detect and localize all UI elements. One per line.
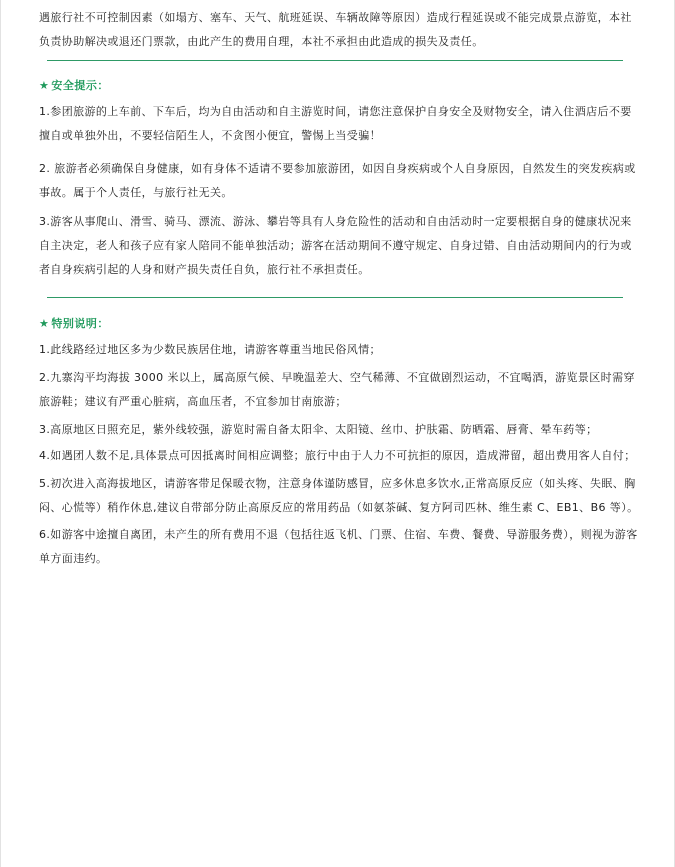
special-text-6: 6.如游客中途擅自离团，未产生的所有费用不退（包括往返飞机、门票、住宿、车费、餐费、导游服务费），则视为游客单方面违约。 [39,528,638,565]
safety-text-1: 1.参团旅游的上车前、下车后，均为自由活动和自主游览时间，请您注意保护自身安全及财物安全，请入住酒店后不要擅自或单独外出，不要轻信陌生人，不贪图小便宜，警惕上当受骗！ [39,105,632,142]
special-text-4: 4.如遇团人数不足,具体景点可因抵离时间相应调整；旅行中由于人力不可抗拒的原因，造成滞留，超出费用客人自付； [39,449,636,462]
special-item-1 [39,338,639,362]
star-icon: ★ [39,317,50,330]
special-item-2 [39,366,639,414]
special-title: 特别说明： [51,317,109,330]
special-text-1: 1.此线路经过地区多为少数民族居住地，请游客尊重当地民俗风情； [39,343,381,356]
special-text-3: 3.高原地区日照充足，紫外线较强，游览时需自备太阳伞、太阳镜、丝巾、护肤霜、防晒霜、唇膏、晕车药等； [39,423,598,436]
safety-item-1 [39,100,639,148]
intro-paragraph [39,6,639,54]
special-text-5: 5.初次进入高海拔地区，请游客带足保暖衣物，注意身体谨防感冒，应多休息多饮水,正常高原反应（如头疼、失眠、胸闷、心慌等）稍作休息,建议自带部分防止高原反应的常用药品（如氨茶碱、复方阿司匹林、维生素 C、EB1、B6 等）。 [39,477,639,514]
safety-heading [39,78,109,94]
star-icon: ★ [39,79,50,92]
special-item-4 [39,444,639,468]
safety-item-3 [39,210,639,282]
special-item-5 [39,472,639,520]
safety-title: 安全提示： [51,79,109,92]
safety-text-2: 2. 旅游者必须确保自身健康，如有身体不适请不要参加旅游团，如因自身疾病或个人自身原因，自然发生的突发疾病或事故。属于个人责任，与旅行社无关。 [39,162,636,199]
safety-item-2 [39,157,639,205]
special-text-2: 2.九寨沟平均海拔 3000 米以上，属高原气候、早晚温差大、空气稀薄、不宜做剧烈运动，不宜喝酒，游览景区时需穿旅游鞋；建议有严重心脏病，高血压者，不宜参加甘南旅游； [39,371,635,408]
special-item-6 [39,523,639,571]
section-divider [47,297,623,298]
intro-text: 遇旅行社不可控制因素（如塌方、塞车、天气、航班延误、车辆故障等原因）造成行程延误或不能完成景点游览，本社负责协助解决或退还门票款，由此产生的费用自理，本社不承担由此造成的损失及责任。 [39,11,632,48]
safety-text-3: 3.游客从事爬山、滑雪、骑马、漂流、游泳、攀岩等具有人身危险性的活动和自由活动时一定要根据自身的健康状况来自主决定，老人和孩子应有家人陪同不能单独活动；游客在活动期间不遵守规定、自身过错、自由活动期间内的行为或者自身疾病引起的人身和财产损失责任自负，旅行社不承担责任。 [39,215,632,276]
section-divider [47,60,623,61]
special-item-3 [39,418,639,442]
special-heading [39,316,109,332]
